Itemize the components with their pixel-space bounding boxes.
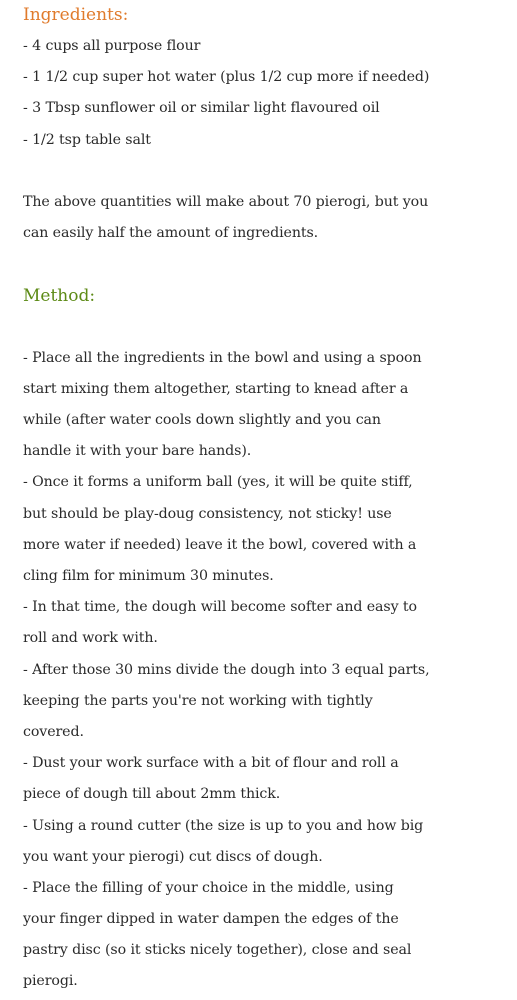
method-line: - In that time, the dough will become softer and easy to	[23, 599, 417, 616]
method-line: pierogi.	[23, 973, 78, 990]
method-steps	[23, 343, 503, 998]
quantity-note	[23, 187, 503, 249]
method-line: keeping the parts you're not working with tightly	[23, 692, 373, 709]
method-line: cling film for minimum 30 minutes.	[23, 568, 274, 584]
method-line: your finger dipped in water dampen the edges of the	[23, 911, 399, 928]
note-line: can easily half the amount of ingredients.	[23, 225, 319, 242]
ingredient-item: - 1/2 tsp table salt	[23, 131, 151, 148]
method-line: handle it with your bare hands).	[23, 443, 252, 460]
recipe-content	[23, 0, 503, 998]
method-line: - Once it forms a uniform ball (yes, it will be quite stiff,	[23, 474, 413, 491]
method-line: you want your pierogi) cut discs of dough.	[23, 848, 323, 865]
spacer	[23, 249, 503, 280]
method-line: roll and work with.	[23, 630, 158, 647]
method-line: - Place the filling of your choice in the middle, using	[23, 879, 394, 896]
method-line: - After those 30 mins divide the dough into 3 equal parts,	[23, 661, 430, 678]
ingredients-list	[23, 31, 503, 156]
ingredients-heading: Ingredients:	[23, 5, 129, 25]
ingredient-item: - 4 cups all purpose flour	[23, 38, 201, 54]
method-line: pastry disc (so it sticks nicely together), close and seal	[23, 942, 412, 959]
method-line: piece of dough till about 2mm thick.	[23, 786, 281, 803]
spacer	[23, 312, 503, 343]
spacer	[23, 156, 503, 187]
method-line: while (after water cools down slightly and you can	[23, 412, 381, 429]
method-line: - Using a round cutter (the size is up to you and how big	[23, 817, 424, 834]
ingredient-item: - 3 Tbsp sunflower oil or similar light flavoured oil	[23, 100, 380, 117]
note-line: The above quantities will make about 70 pierogi, but you	[23, 193, 429, 210]
method-line: but should be play-doug consistency, not sticky! use	[23, 505, 392, 522]
method-line: more water if needed) leave it the bowl, covered with a	[23, 536, 417, 553]
method-line: - Dust your work surface with a bit of flour and roll a	[23, 755, 399, 772]
method-heading: Method:	[23, 285, 96, 306]
method-line: start mixing them altogether, starting to knead after a	[23, 380, 409, 397]
ingredient-item: - 1 1/2 cup super hot water (plus 1/2 cup more if needed)	[23, 69, 430, 86]
method-line: - Place all the ingredients in the bowl and using a spoon	[23, 349, 422, 366]
method-line: covered.	[23, 723, 84, 740]
